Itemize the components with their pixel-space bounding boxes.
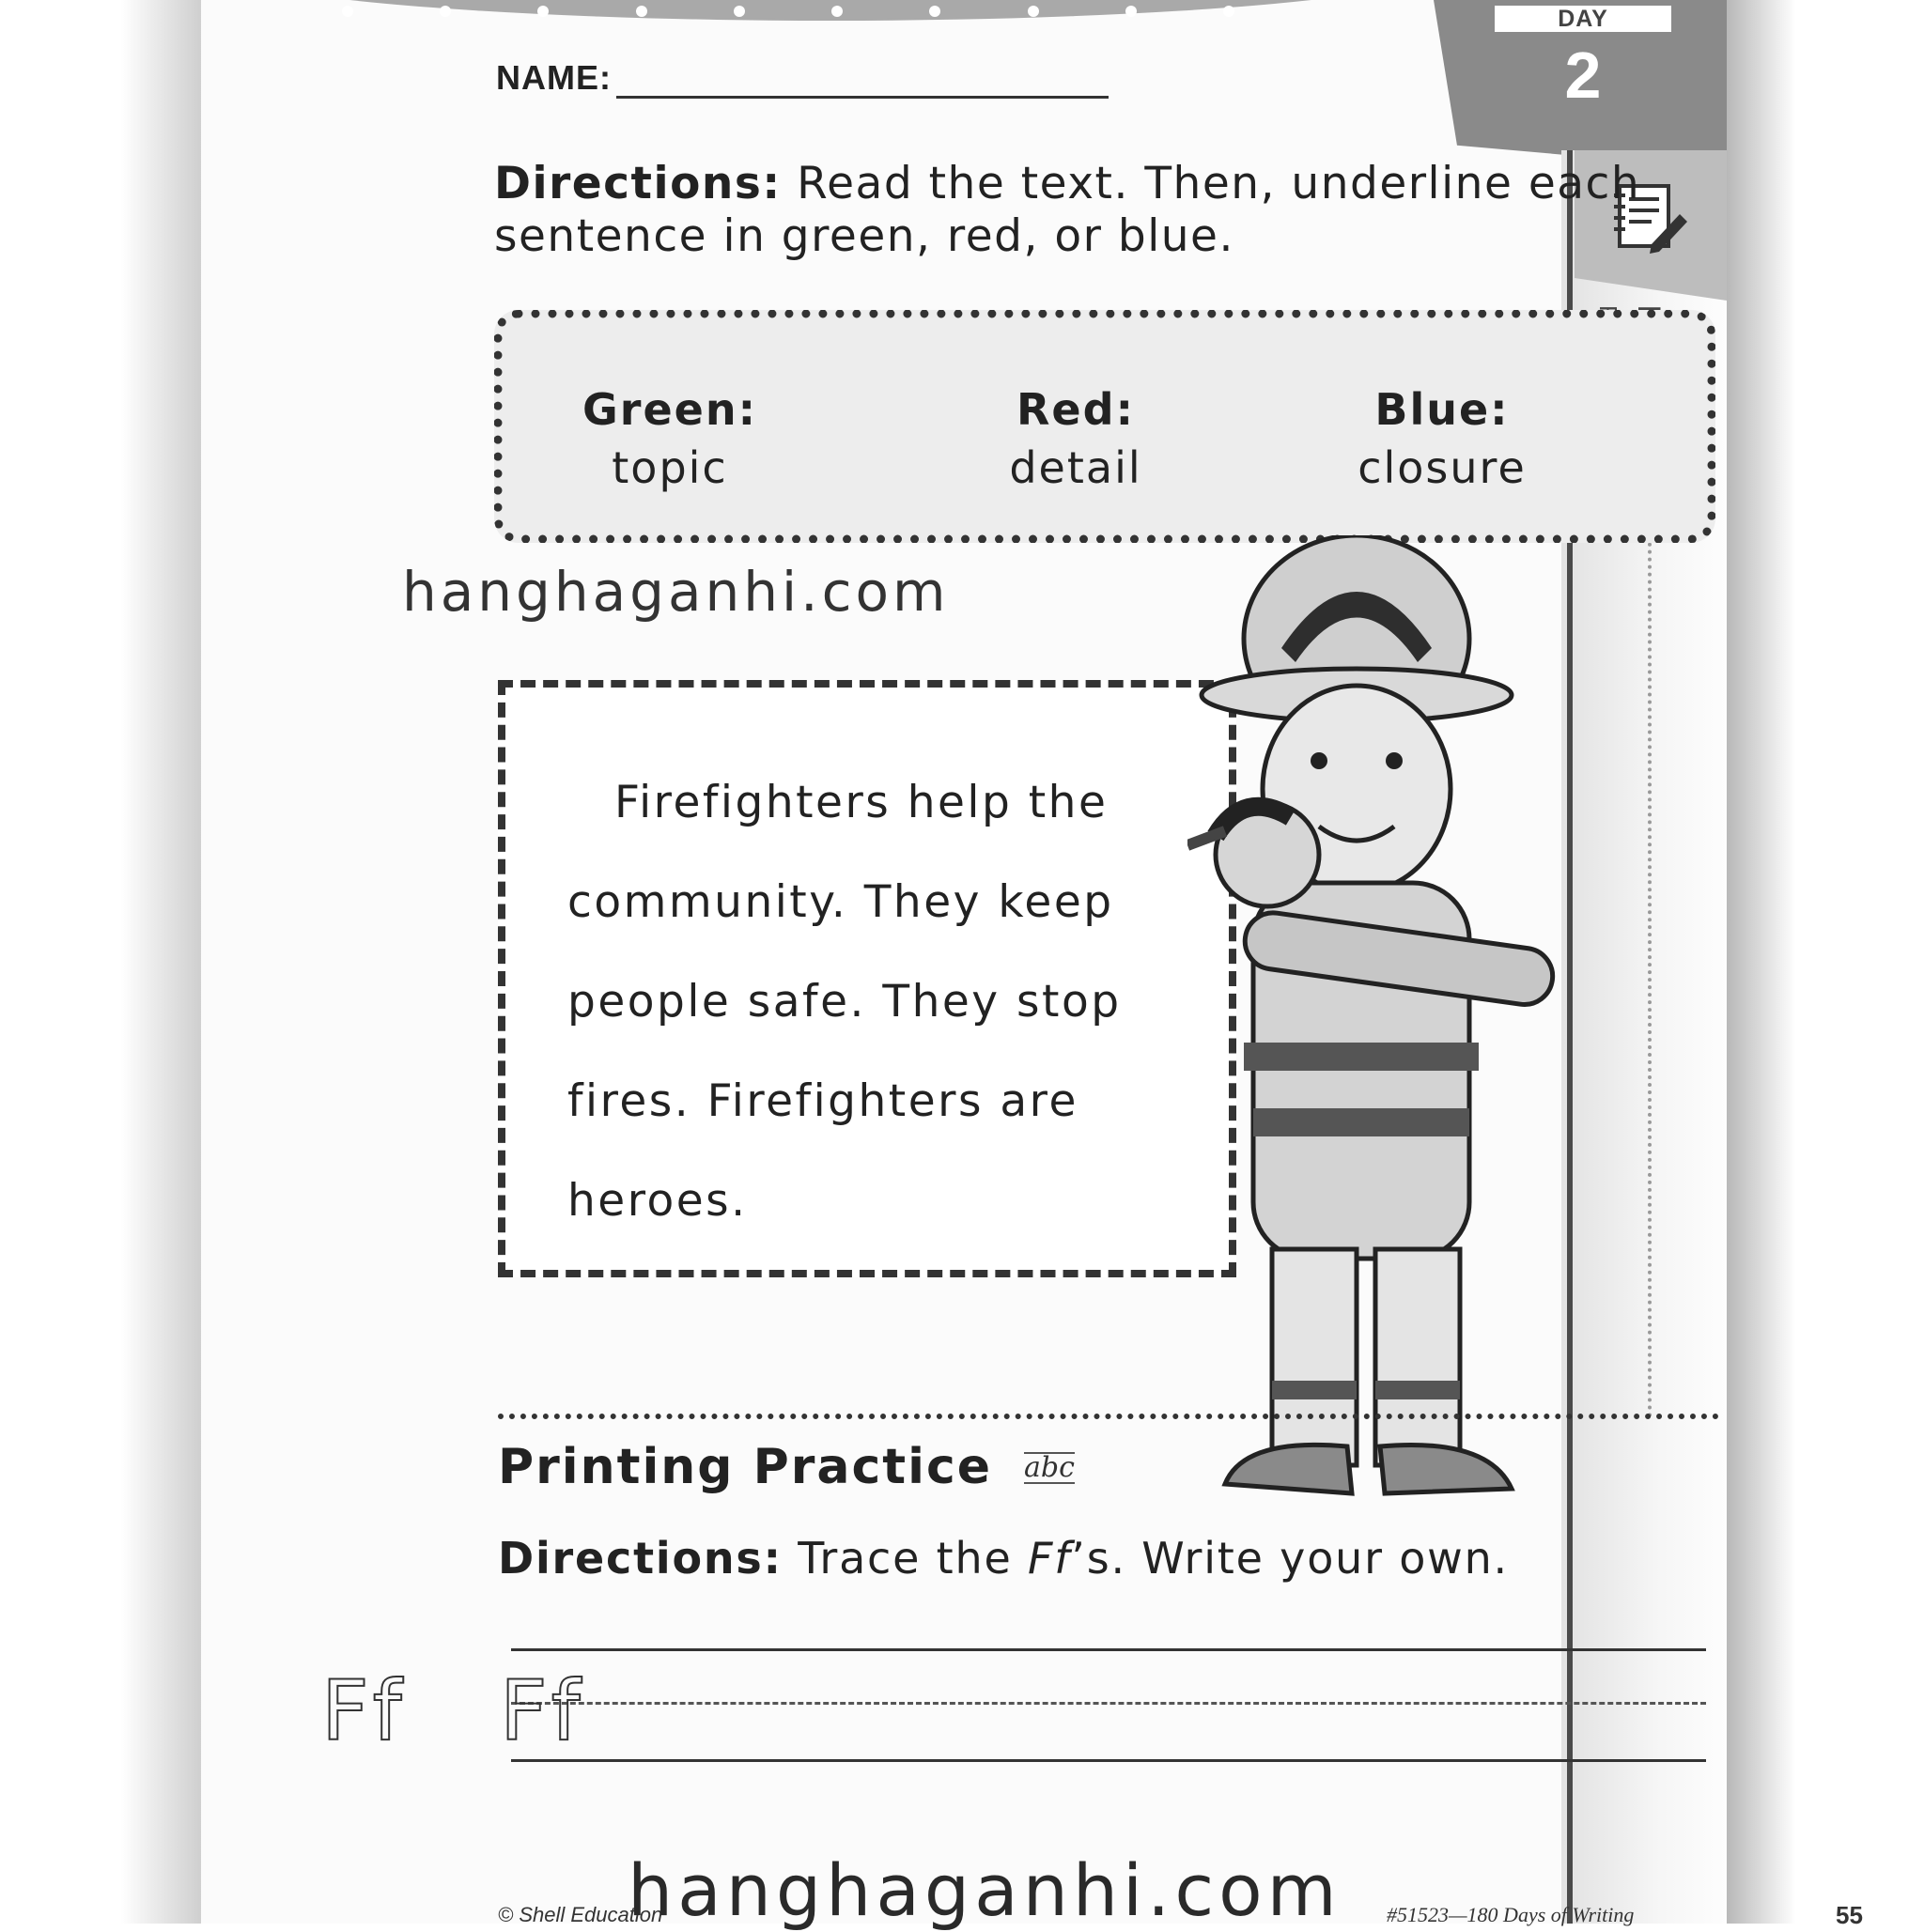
directions-label: Directions: [494,158,782,209]
page-shadow-left [0,0,201,1924]
passage-text: Firefighters help the community. They keep people safe. They stop fires. Firefighters are heroes. [567,777,1122,1227]
day-label: DAY [1495,6,1671,32]
color-key-box [494,310,1715,543]
name-label: NAME: [496,58,612,97]
key-value: topic [612,442,728,493]
key-blue [1348,380,1536,497]
key-green [566,380,773,497]
directions-2 [498,1533,1509,1584]
directions-text-post: ’s. Write your own. [1071,1533,1509,1584]
key-value: detail [1009,442,1142,493]
key-title: Red: [1016,384,1135,435]
trace-letters[interactable]: Ff [321,1662,406,1759]
handwriting-line-top [511,1648,1706,1651]
page-number: 55 [1836,1901,1863,1929]
key-value: closure [1358,442,1527,493]
day-number: 2 [1564,39,1602,112]
top-banner [201,0,1460,21]
watermark-top: hanghaganhi.com [402,560,950,624]
key-title: Blue: [1374,384,1510,435]
directions-text-pre: Trace the [782,1533,1028,1584]
section-divider [498,1414,1719,1419]
passage-box [498,680,1236,1277]
printing-practice-title: Printing Practice [498,1439,993,1495]
handwriting-line-bottom [511,1759,1706,1762]
footer-copyright: © Shell Education [498,1903,663,1926]
page-shadow-right [1727,0,1924,1924]
name-line[interactable] [616,96,1109,99]
key-red [991,380,1160,497]
abc-icon: abc [1024,1451,1075,1484]
trace-letters[interactable]: Ff [500,1662,584,1759]
directions-text: Read the text. Then, underline each sentence in green, red, or blue. [494,158,1641,262]
firefighter-illustration [1187,535,1638,1512]
key-title: Green: [582,384,757,435]
footer-product: #51523—180 Days of Writing [1387,1903,1635,1926]
worksheet-page [201,0,1863,1929]
directions-1 [494,158,1650,263]
directions-label: Directions: [498,1533,783,1584]
banner-dots [342,6,1234,17]
handwriting-line-mid[interactable] [511,1702,1706,1705]
directions-letters: Ff [1028,1533,1072,1584]
watermark-bottom: hanghaganhi.com [628,1848,1342,1932]
